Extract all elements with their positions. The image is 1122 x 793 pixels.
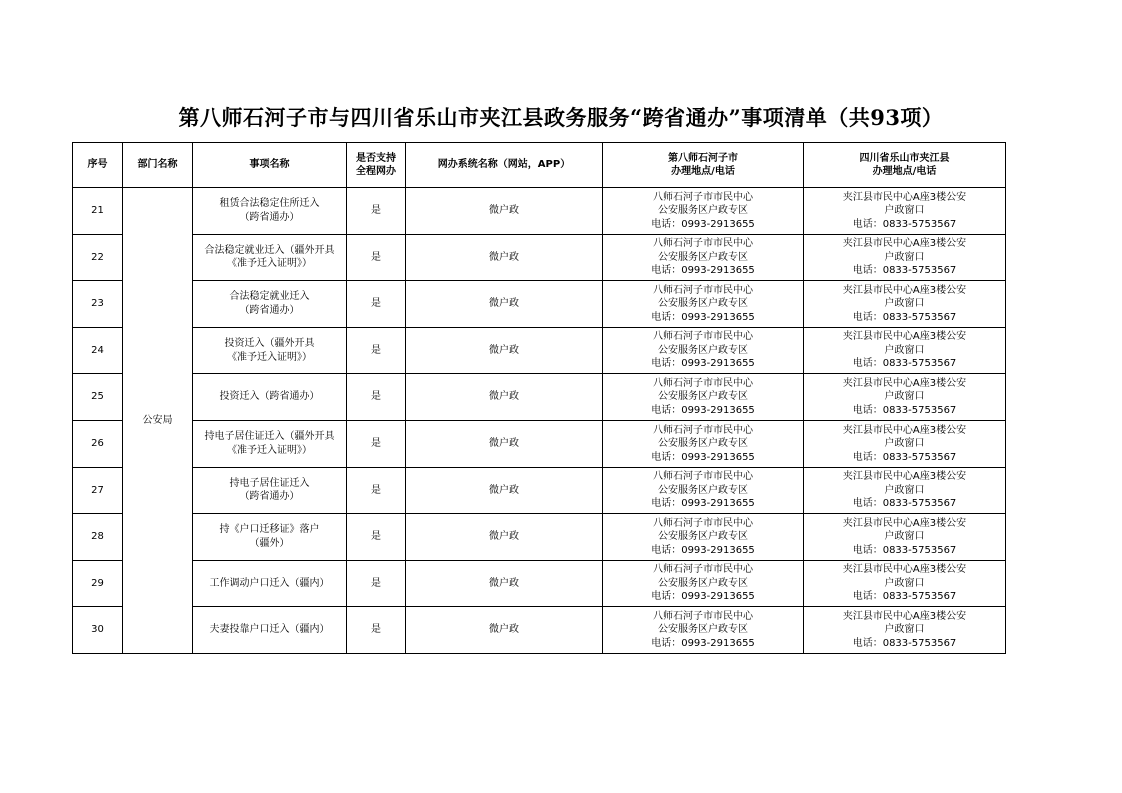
table-header-row — [73, 143, 1006, 188]
table-row — [73, 607, 1006, 654]
row-full-online: 是 — [347, 607, 406, 654]
row-jiajiang-location: 夹江县市民中心A座3楼公安 户政窗口 电话：0833-5753567 — [804, 560, 1006, 607]
row-system: 微户政 — [406, 420, 603, 467]
row-jiajiang-location: 夹江县市民中心A座3楼公安 户政窗口 电话：0833-5753567 — [804, 281, 1006, 328]
row-seq: 25 — [73, 374, 123, 421]
row-system: 微户政 — [406, 467, 603, 514]
table-row — [73, 467, 1006, 514]
row-seq: 30 — [73, 607, 123, 654]
row-full-online: 是 — [347, 467, 406, 514]
row-full-online: 是 — [347, 374, 406, 421]
row-system: 微户政 — [406, 281, 603, 328]
row-system: 微户政 — [406, 188, 603, 235]
row-item: 投资迁入（疆外开具 《准予迁入证明》） — [193, 327, 347, 374]
row-jiajiang-location: 夹江县市民中心A座3楼公安 户政窗口 电话：0833-5753567 — [804, 234, 1006, 281]
row-item: 夫妻投靠户口迁入（疆内） — [193, 607, 347, 654]
table-row — [73, 327, 1006, 374]
header-full-online: 是否支持 全程网办 — [347, 143, 406, 188]
row-jiajiang-location: 夹江县市民中心A座3楼公安 户政窗口 电话：0833-5753567 — [804, 420, 1006, 467]
row-jiajiang-location: 夹江县市民中心A座3楼公安 户政窗口 电话：0833-5753567 — [804, 607, 1006, 654]
row-system: 微户政 — [406, 234, 603, 281]
row-item: 持电子居住证迁入 （跨省通办） — [193, 467, 347, 514]
row-shihezi-location: 八师石河子市市民中心 公安服务区户政专区 电话：0993-2913655 — [603, 188, 804, 235]
row-full-online: 是 — [347, 420, 406, 467]
service-items-table — [72, 142, 1006, 654]
table-row — [73, 374, 1006, 421]
row-shihezi-location: 八师石河子市市民中心 公安服务区户政专区 电话：0993-2913655 — [603, 420, 804, 467]
row-full-online: 是 — [347, 281, 406, 328]
row-shihezi-location: 八师石河子市市民中心 公安服务区户政专区 电话：0993-2913655 — [603, 514, 804, 561]
row-jiajiang-location: 夹江县市民中心A座3楼公安 户政窗口 电话：0833-5753567 — [804, 467, 1006, 514]
header-seq: 序号 — [73, 143, 123, 188]
header-jiajiang: 四川省乐山市夹江县 办理地点/电话 — [804, 143, 1006, 188]
row-jiajiang-location: 夹江县市民中心A座3楼公安 户政窗口 电话：0833-5753567 — [804, 188, 1006, 235]
row-system: 微户政 — [406, 514, 603, 561]
row-jiajiang-location: 夹江县市民中心A座3楼公安 户政窗口 电话：0833-5753567 — [804, 514, 1006, 561]
header-item: 事项名称 — [193, 143, 347, 188]
row-shihezi-location: 八师石河子市市民中心 公安服务区户政专区 电话：0993-2913655 — [603, 560, 804, 607]
row-system: 微户政 — [406, 560, 603, 607]
table-row — [73, 560, 1006, 607]
row-seq: 23 — [73, 281, 123, 328]
row-full-online: 是 — [347, 234, 406, 281]
row-seq: 29 — [73, 560, 123, 607]
table-row — [73, 188, 1006, 235]
row-item: 投资迁入（跨省通办） — [193, 374, 347, 421]
row-item: 合法稳定就业迁入（疆外开具 《准予迁入证明》） — [193, 234, 347, 281]
header-dept: 部门名称 — [123, 143, 193, 188]
header-shihezi: 第八师石河子市 办理地点/电话 — [603, 143, 804, 188]
row-full-online: 是 — [347, 327, 406, 374]
row-shihezi-location: 八师石河子市市民中心 公安服务区户政专区 电话：0993-2913655 — [603, 327, 804, 374]
department-cell: 公安局 — [123, 188, 193, 654]
row-seq: 22 — [73, 234, 123, 281]
row-item: 工作调动户口迁入（疆内） — [193, 560, 347, 607]
row-system: 微户政 — [406, 607, 603, 654]
row-system: 微户政 — [406, 327, 603, 374]
row-shihezi-location: 八师石河子市市民中心 公安服务区户政专区 电话：0993-2913655 — [603, 281, 804, 328]
row-shihezi-location: 八师石河子市市民中心 公安服务区户政专区 电话：0993-2913655 — [603, 467, 804, 514]
row-shihezi-location: 八师石河子市市民中心 公安服务区户政专区 电话：0993-2913655 — [603, 374, 804, 421]
row-item: 持电子居住证迁入（疆外开具 《准予迁入证明》） — [193, 420, 347, 467]
row-jiajiang-location: 夹江县市民中心A座3楼公安 户政窗口 电话：0833-5753567 — [804, 327, 1006, 374]
row-seq: 21 — [73, 188, 123, 235]
header-system: 网办系统名称（网站，APP） — [406, 143, 603, 188]
row-seq: 24 — [73, 327, 123, 374]
table-row — [73, 514, 1006, 561]
row-full-online: 是 — [347, 560, 406, 607]
row-seq: 27 — [73, 467, 123, 514]
row-seq: 28 — [73, 514, 123, 561]
row-item: 租赁合法稳定住所迁入 （跨省通办） — [193, 188, 347, 235]
row-full-online: 是 — [347, 188, 406, 235]
row-system: 微户政 — [406, 374, 603, 421]
row-shihezi-location: 八师石河子市市民中心 公安服务区户政专区 电话：0993-2913655 — [603, 607, 804, 654]
row-item: 持《户口迁移证》落户 （疆外） — [193, 514, 347, 561]
row-full-online: 是 — [347, 514, 406, 561]
row-seq: 26 — [73, 420, 123, 467]
table-row — [73, 281, 1006, 328]
row-item: 合法稳定就业迁入 （跨省通办） — [193, 281, 347, 328]
row-jiajiang-location: 夹江县市民中心A座3楼公安 户政窗口 电话：0833-5753567 — [804, 374, 1006, 421]
row-shihezi-location: 八师石河子市市民中心 公安服务区户政专区 电话：0993-2913655 — [603, 234, 804, 281]
table-row — [73, 234, 1006, 281]
table-row — [73, 420, 1006, 467]
document-title: 第八师石河子市与四川省乐山市夹江县政务服务“跨省通办”事项清单（共93项） — [178, 105, 944, 130]
